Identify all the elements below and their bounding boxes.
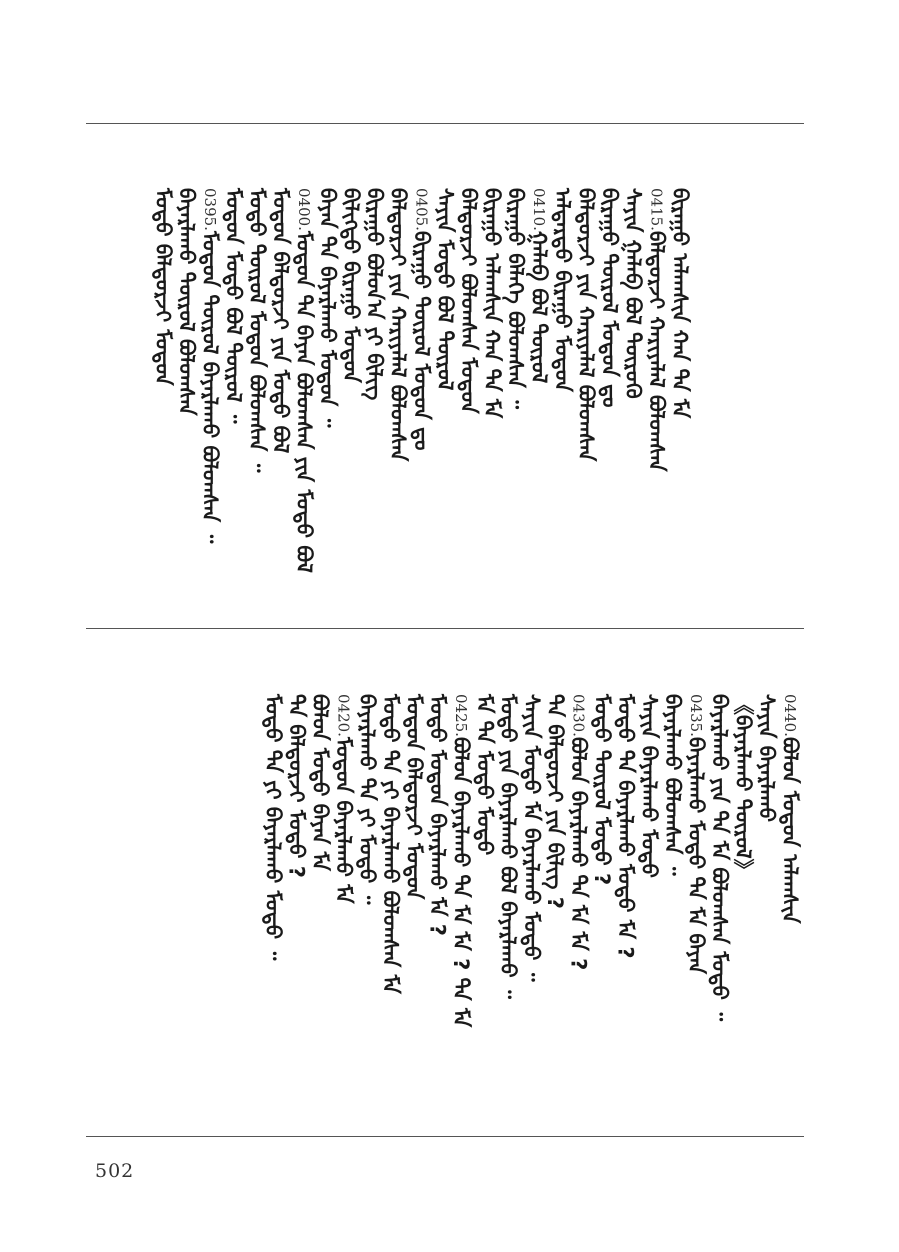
verse-text: ᠮᠠ ᠲᠠ ᠮᠣᠳᠣ ᠮᠣᠳᠣ xyxy=(472,694,497,856)
verse-text: ᠮᠣᠳᠣ ᠲᠥᠷᠥᠯ ᠮᠣᠳᠣᠨ ᠪᠣᠯᠣᠭᠰᠠᠨ ᠃ xyxy=(245,188,269,473)
verse-column xyxy=(259,694,287,960)
verse-number: 0420. xyxy=(334,694,353,737)
verse-text: ᠰᠠᠶᠢᠨ ᠪᠠᠶᠠᠷᠯᠠᠬᠤ ᠮᠣᠳᠣ xyxy=(637,694,661,878)
verse-text: ᠪᠣᠯᠣᠨ ᠪᠠᠶᠠᠷᠯᠠᠬᠤ ᠲᠠ ᠮᠠ ᠮᠠ ? xyxy=(566,736,591,971)
verse-text: ᠪᠣᠯᠣᠨ ᠮᠣᠳᠣ ᠪᠠᠶᠠᠨ ᠮᠠ xyxy=(308,694,332,871)
bottom-rule xyxy=(86,1136,804,1137)
verse-text: ᠪᠠᠶᠠᠷᠯᠠᠬᠤ ᠪᠣᠯᠣᠭᠰᠠᠨ ᠃ xyxy=(660,694,685,876)
verse-text: ᠪᠠᠶᠠᠨ ᠲᠠ ᠪᠠᠶᠠᠷᠯᠠᠬᠤ ᠮᠣᠳᠣᠨ ᠃ xyxy=(315,188,340,428)
verse-column xyxy=(149,188,177,386)
verse-number: 0430. xyxy=(569,694,588,737)
verse-text: ᠮᠣᠳᠣᠨ ᠪᠠᠶᠠᠷᠯᠠᠬᠤ ᠮᠠ xyxy=(331,736,356,904)
verse-text: ᠰᠠᠶᠢᠨ ᠮᠣᠳᠣ ᠮᠠ ᠪᠠᠶᠠᠷᠯᠠᠬᠤ ᠮᠣᠳᠣ ᠃ xyxy=(519,694,544,982)
lower-text-block xyxy=(86,634,804,1130)
verse-number: 0410. xyxy=(530,188,548,231)
verse-text: ᠪᠢᠷᠠᠭᠤ ᠪᠡᠯᠡᠭᠡ ᠪᠣᠯᠣᠭᠰᠠᠨ ᠃ xyxy=(503,188,528,409)
verse-text: ᠪᠢᠯᠢᠭᠲᠦ ᠪᠢᠷᠠᠭᠤ ᠮᠣᠳᠣᠨ xyxy=(339,188,363,383)
verse-number: 0435. xyxy=(687,694,705,737)
verse-text: ᠪᠢᠷᠠᠭᠤ ᠠᠯᠠᠭᠰᠢᠨ ᠬᠠᠨ ᠲᠠ ᠮᠠ xyxy=(480,188,504,419)
verse-text: 《ᠪᠠᠶᠠᠷᠯᠠᠬᠤ ᠲᠥᠷᠥᠯ》 xyxy=(731,694,755,880)
verse-number: 0440. xyxy=(781,694,799,737)
verse-text: ᠰᠠᠶᠢᠨ ᠭᠠᠯᠠᠪ ᠪᠣᠯ ᠲᠦᠷᠦᠬᠦ xyxy=(621,188,645,399)
verse-text: ᠮᠣᠳᠣ ᠶᠢᠨ ᠪᠠᠶᠠᠷᠯᠠᠬᠤ ᠪᠣᠯ ᠪᠠᠶᠠᠷᠯᠠᠬᠤ ᠃ xyxy=(496,694,520,999)
verse-number: 0395. xyxy=(201,188,219,231)
verse-text: ᠮᠣᠳᠣᠨ ᠲᠠ ᠪᠠᠶᠠᠨ ᠪᠣᠯᠣᠭᠰᠠᠨ ᠶᠢᠨ ᠮᠣᠳᠣ ᠪᠣᠯ xyxy=(292,230,316,573)
upper-text-block xyxy=(86,128,804,623)
verse-text: ᠪᠠᠯᠳᠣᠷᠵᠢ ᠶᠢᠨ ᠬᠠᠷᠢᠶᠠᠯᠠᠯ ᠪᠣᠯᠣᠭᠰᠠᠨ xyxy=(386,188,410,462)
verse-text: ᠪᠣᠯᠣᠨ ᠪᠠᠶᠠᠷᠯᠠᠬᠤ ᠲᠠ ᠮᠠ ᠮᠠ ? ᠲᠠ ᠮᠠ xyxy=(449,736,473,1028)
verse-text: ᠮᠣᠳᠣᠨ ᠪᠠᠯᠳᠣᠷᠵᠢ ᠮᠣᠳᠣᠨ xyxy=(402,694,426,900)
verse-text: ᠪᠣᠯᠣᠨ ᠮᠣᠳᠣᠨ ᠠᠯᠠᠭᠰᠢᠨ xyxy=(778,736,802,924)
verse-text: ᠮᠣᠳᠣᠨ ᠮᠣᠳᠣ ᠪᠣᠯ ᠲᠥᠷᠥᠯ ᠃ xyxy=(221,188,246,424)
verse-text: ᠮᠣᠳᠣ ᠲᠠ ᠶᠢ ᠪᠠᠶᠠᠷᠯᠠᠬᠤ ᠮᠣᠳᠣ ᠃ xyxy=(261,694,285,961)
verse-text: ᠮᠣᠳᠣ ᠲᠥᠷᠥᠯ ᠮᠣᠳᠣ ? xyxy=(590,694,614,886)
verse-text: ᠮᠣᠳᠣ ᠲᠠ ᠶᠢ ᠪᠠᠶᠠᠷᠯᠠᠬᠤ ᠪᠣᠯᠣᠭᠰᠠᠨ ᠮᠠ xyxy=(378,694,403,994)
verse-number: 0405. xyxy=(412,188,431,231)
verse-text: ᠪᠠᠶᠠᠷᠯᠠᠬᠤ ᠲᠠ ᠶᠢ ᠮᠣᠳᠣ ᠃ xyxy=(355,694,379,905)
verse-text: ᠪᠢᠷᠠᠭᠤ ᠠᠯᠠᠭᠰᠢᠨ ᠬᠠᠨ ᠲᠠ ᠮᠠ xyxy=(668,188,692,419)
verse-text: ᠰᠠᠶᠢᠨ ᠪᠠᠶᠠᠷᠯᠠᠬᠤ xyxy=(754,694,779,823)
verse-text: ᠪᠢᠷᠠᠭᠤ ᠲᠥᠷᠥᠯ ᠮᠣᠳᠣᠨ ᠳᠤ xyxy=(409,230,434,451)
verse-number: 0400. xyxy=(295,188,313,231)
verse-text: ᠪᠠᠯᠳᠣᠷᠵᠢ ᠬᠠᠷᠢᠶᠠᠯᠠᠯ ᠪᠣᠯᠣᠭᠰᠠᠨ xyxy=(644,230,669,472)
verse-number: 0415. xyxy=(647,188,666,231)
top-rule xyxy=(86,123,804,124)
verse-text: ᠪᠢᠷᠠᠭᠤ ᠪᠣᠯᠣᠨ᠎ᠠ ᠶᠢ ᠪᠢᠯᠢᠭ xyxy=(362,188,387,401)
page-number: 502 xyxy=(95,1160,135,1182)
verse-text: ᠪᠢᠷᠠᠭᠤ ᠲᠥᠷᠥᠯ ᠮᠣᠳᠣᠨ ᠳᠤ xyxy=(597,188,622,408)
verse-text: ᠮᠣᠳᠣ ᠲᠠ ᠪᠠᠶᠠᠷᠯᠠᠬᠤ ᠮᠣᠳᠣ ᠮᠠ ? xyxy=(613,694,638,959)
verse-text: ᠲᠠ ᠪᠠᠯᠳᠣᠷᠵᠢ ᠶᠢᠨ ᠪᠢᠯᠢᠭ ? xyxy=(543,694,567,909)
verse-text: ᠰᠠᠶᠢᠨ ᠮᠣᠳᠣ ᠪᠣᠯ ᠲᠥᠷᠥᠯ xyxy=(433,188,457,391)
verse-text: ᠭᠠᠯᠠᠪ ᠪᠣᠯ ᠲᠥᠷᠥᠯ xyxy=(527,230,551,384)
verse-text: ᠪᠠᠯᠳᠣᠷᠵᠢ ᠶᠢᠨ ᠬᠠᠷᠢᠶᠠᠯᠠᠯ ᠪᠣᠯᠣᠭᠰᠠᠨ xyxy=(574,188,598,462)
verse-number: 0425. xyxy=(452,694,470,737)
verse-text: ᠪᠠᠶᠠᠷᠯᠠᠬᠤ ᠶᠢᠨ ᠲᠠ ᠮᠠ ᠪᠣᠯᠣᠭᠰᠠᠨ ᠮᠣᠳᠣ ᠃ xyxy=(707,694,732,1022)
verse-text: ᠮᠣᠳᠣ ᠪᠠᠯᠳᠣᠷᠵᠢ ᠮᠣᠳᠣᠨ xyxy=(151,188,175,386)
verse-text: ᠪᠠᠶᠠᠷᠯᠠᠬᠤ ᠮᠣᠳᠣ ᠲᠠ ᠮᠠ ᠪᠠᠶᠠᠨ xyxy=(684,736,708,975)
middle-rule xyxy=(86,628,804,629)
verse-text: ᠮᠣᠳᠣ ᠮᠣᠳᠣᠨ ᠪᠠᠶᠠᠷᠯᠠᠬᠤ ᠮᠠ ? xyxy=(425,694,450,936)
verse-text: ᠲᠠ ᠪᠠᠯᠳᠣᠷᠵᠢ ᠮᠣᠳᠣ ? xyxy=(284,694,309,878)
verse-text: ᠮᠣᠳᠣᠨ ᠪᠠᠯᠳᠣᠷᠵᠢ ᠶᠢᠨ ᠮᠣᠳᠣ ᠪᠣᠯ xyxy=(268,188,293,454)
verse-text: ᠪᠠᠶᠠᠷᠯᠠᠬᠤ ᠲᠥᠷᠥᠯ ᠪᠣᠯᠣᠭᠰᠠᠨ xyxy=(174,188,199,416)
verse-text: ᠠᠯᠳᠠᠷᠲᠤ ᠪᠢᠷᠠᠭᠤ ᠮᠣᠳᠣᠨ xyxy=(550,188,575,392)
verse-text: ᠮᠣᠳᠣᠨ ᠲᠥᠷᠥᠯ ᠪᠠᠶᠠᠷᠯᠠᠬᠤ ᠪᠣᠯᠣᠭᠰᠠᠨ ᠃ xyxy=(198,230,222,544)
verse-text: ᠪᠠᠯᠳᠣᠷᠵᠢ ᠪᠣᠯᠣᠭᠰᠠᠨ ᠮᠣᠳᠣᠨ xyxy=(456,188,481,414)
